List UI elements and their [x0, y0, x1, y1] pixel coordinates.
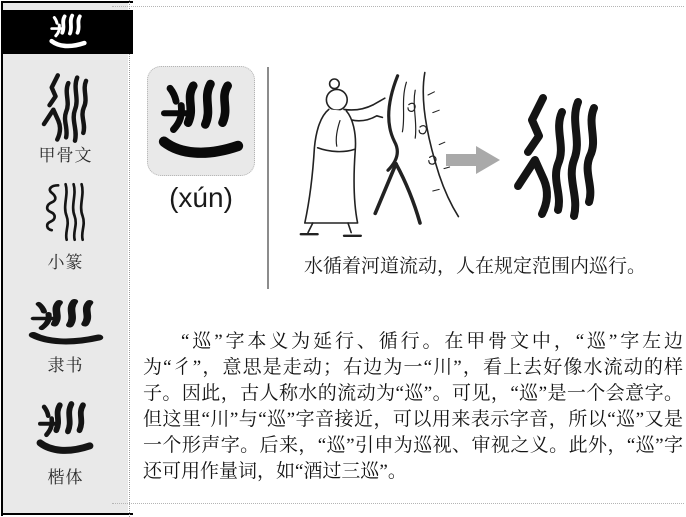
sidebar-bottom-line — [1, 513, 133, 515]
pinyin-label: (xún) — [169, 182, 233, 213]
right-arrow-icon — [446, 144, 502, 176]
script-label-regular: 楷体 — [47, 468, 84, 487]
bottom-dotted-rule — [112, 503, 684, 504]
script-label-clerical: 隶书 — [47, 356, 84, 375]
xun-character-glyph-white — [49, 13, 87, 51]
main-character-card — [147, 66, 255, 176]
clerical-script-glyph — [28, 298, 104, 348]
script-label-oracle: 甲骨文 — [38, 146, 93, 165]
oracle-bone-glyph-large — [506, 88, 606, 226]
etymology-paragraph: “巡”字本义为延行、循行。在甲骨文中，“巡”字左边为“彳”，意思是走动；右边为一“川”，看上去好像水流动的样子。因此，古人称水的流动为“巡”。可见，“巡”是一个会意字。但这里“川”与“巡”字音接近，可以用来表示字音，所以“巡”又是一个形声字。后来，“巡”引申为巡视、审视之义。此外，“巡”字还可用作量词，如“酒过三巡”。 — [143, 331, 683, 482]
river-patrol-illustration — [276, 58, 468, 256]
regular-script-glyph — [33, 400, 97, 458]
top-dotted-rule — [112, 6, 684, 7]
character-header-badge — [3, 10, 133, 54]
small-seal-glyph — [38, 180, 90, 244]
illustration-caption: 水循着河道流动，人在规定范围内巡行。 — [303, 256, 646, 277]
sidebar-dotted-divider — [129, 0, 130, 517]
script-label-seal: 小篆 — [47, 253, 84, 272]
xun-character-glyph-large — [158, 78, 244, 164]
oracle-bone-glyph — [36, 72, 94, 144]
sidebar-top-line — [1, 1, 133, 3]
